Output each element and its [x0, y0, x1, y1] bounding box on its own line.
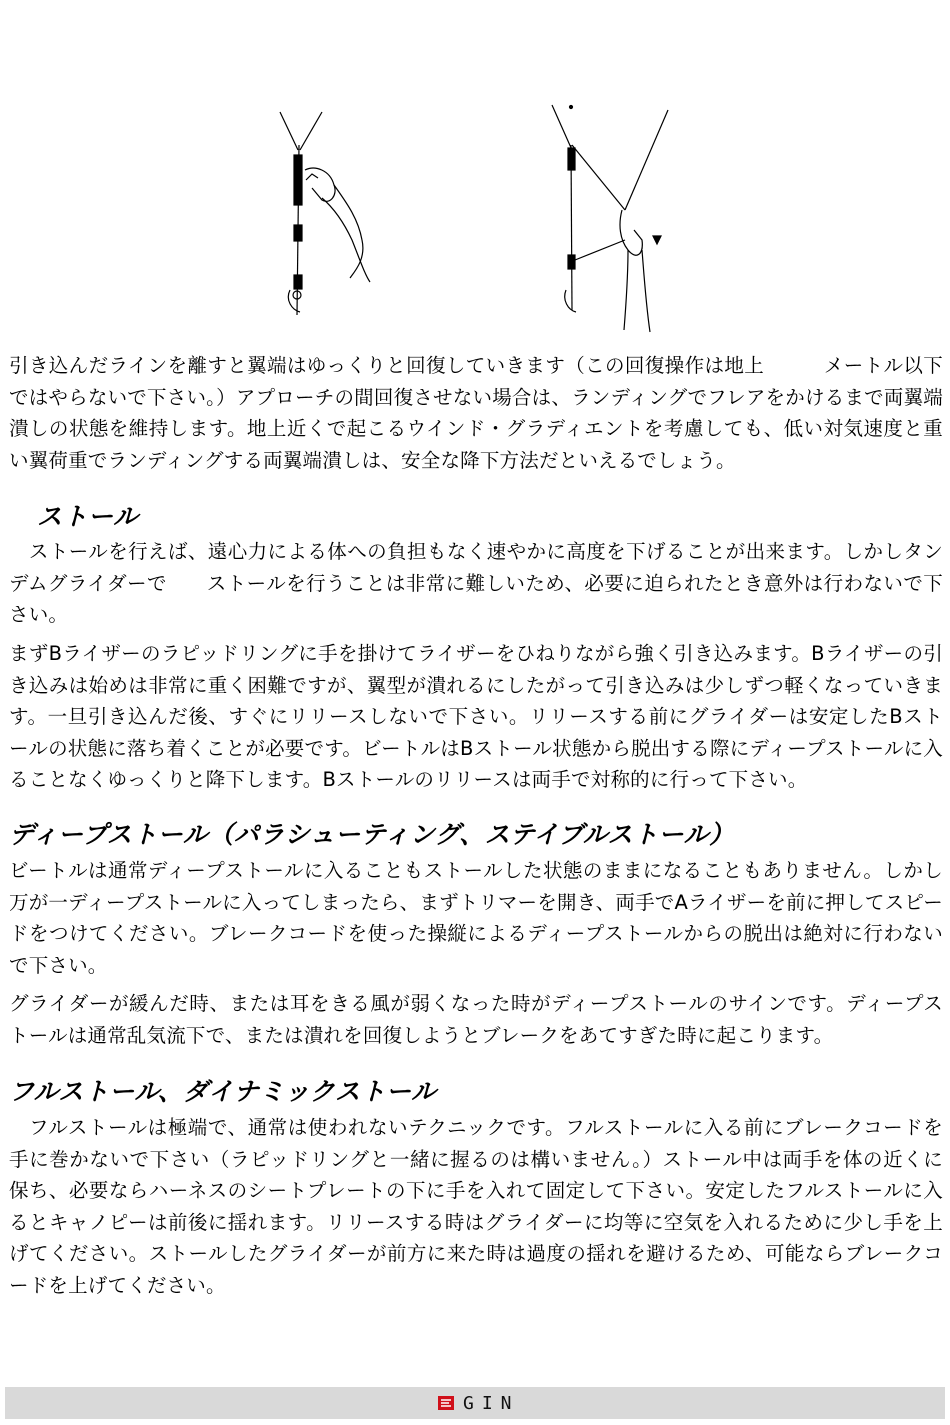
footer-brand: [437, 1393, 520, 1413]
paragraph-stall-intro: ストールを行えば、遠心力による体への負担もなく速やかに高度を下げることが出来ます。しかしタンデムグライダーで ストールを行うことは非常に難しいため、必要に迫られたとき意外は行わないで下さい。: [9, 540, 943, 626]
footer-brand-text: GIN: [463, 1392, 520, 1414]
paragraph-wingtip-recovery: 引き込んだラインを離すと翼端はゆっくりと回復していきます（この回復操作は地上 メートル以下ではやらないで下さい。）アプローチの間回復させない場合は、ランディングでフレアをかけるまで両翼端潰しの状態を維持します。地上近くで起こるウインド・グラディエントを考慮しても、低い対気速度と重い翼荷重でランディングする両翼端潰しは、安全な降下方法だといえるでしょう。: [9, 354, 943, 472]
paragraph-deep-stall-recovery: ビートルは通常ディープストールに入ることもストールした状態のままになることもありません。しかし万が一ディープストールに入ってしまったら、まずトリマーを開き、両手でAライザーを前に押してスピードをつけてください。ブレークコードを使った操縦によるディープストールからの脱出は絶対に行わないで下さい。: [9, 859, 943, 977]
paragraph-deep-stall-signs: グライダーが緩んだ時、または耳をきる風が弱くなった時がディープストールのサインです。ディープストールは通常乱気流下で、または潰れを回復しようとブレークをあてすぎた時に起こります。: [9, 992, 943, 1047]
riser-illustration-svg: [0, 100, 950, 340]
heading-b-stall: ストール: [37, 502, 139, 531]
paragraph-full-stall: フルストールは極端で、通常は使われないテクニックです。フルストールに入る前にブレークコードを手に巻かないで下さい（ラピッドリングと一緒に握るのは構いません。）ストール中は両手を体の近くに保ち、必要ならハーネスのシートプレートの下に手を入れて固定して下さい。安定したフルストールに入るとキャノピーは前後に揺れます。リリースする時はグライダーに均等に空気を入れるために少し手を上げてください。ストールしたグライダーが前方に来た時は過度の揺れを避けるため、可能ならブレークコードを上げてください。: [9, 1116, 943, 1297]
gin-logo-icon: [437, 1394, 455, 1412]
heading-deep-stall: ディープストール（パラシューティング、ステイブルストール）: [9, 820, 735, 849]
illustrations: [0, 100, 950, 340]
footer-bar: [5, 1387, 945, 1419]
left-hand-riser-illustration: [280, 112, 370, 315]
right-hand-riser-illustration: [552, 105, 668, 332]
paragraph-b-stall-procedure: まずBライザーのラピッドリングに手を掛けてライザーをひねりながら強く引き込みます。Bライザーの引き込みは始めは非常に重く困難ですが、翼型が潰れるにしたがって引き込みは少しずつ軽くなっていきます。一旦引き込んだ後、すぐにリリースしないで下さい。リリースする前にグライダーは安定したBストールの状態に落ち着くことが必要です。ビートルはBストール状態から脱出する際にディープストールに入ることなくゆっくりと降下します。Bストールのリリースは両手で対称的に行って下さい。: [9, 642, 943, 791]
heading-full-stall: フルストール、ダイナミックストール: [9, 1077, 437, 1106]
